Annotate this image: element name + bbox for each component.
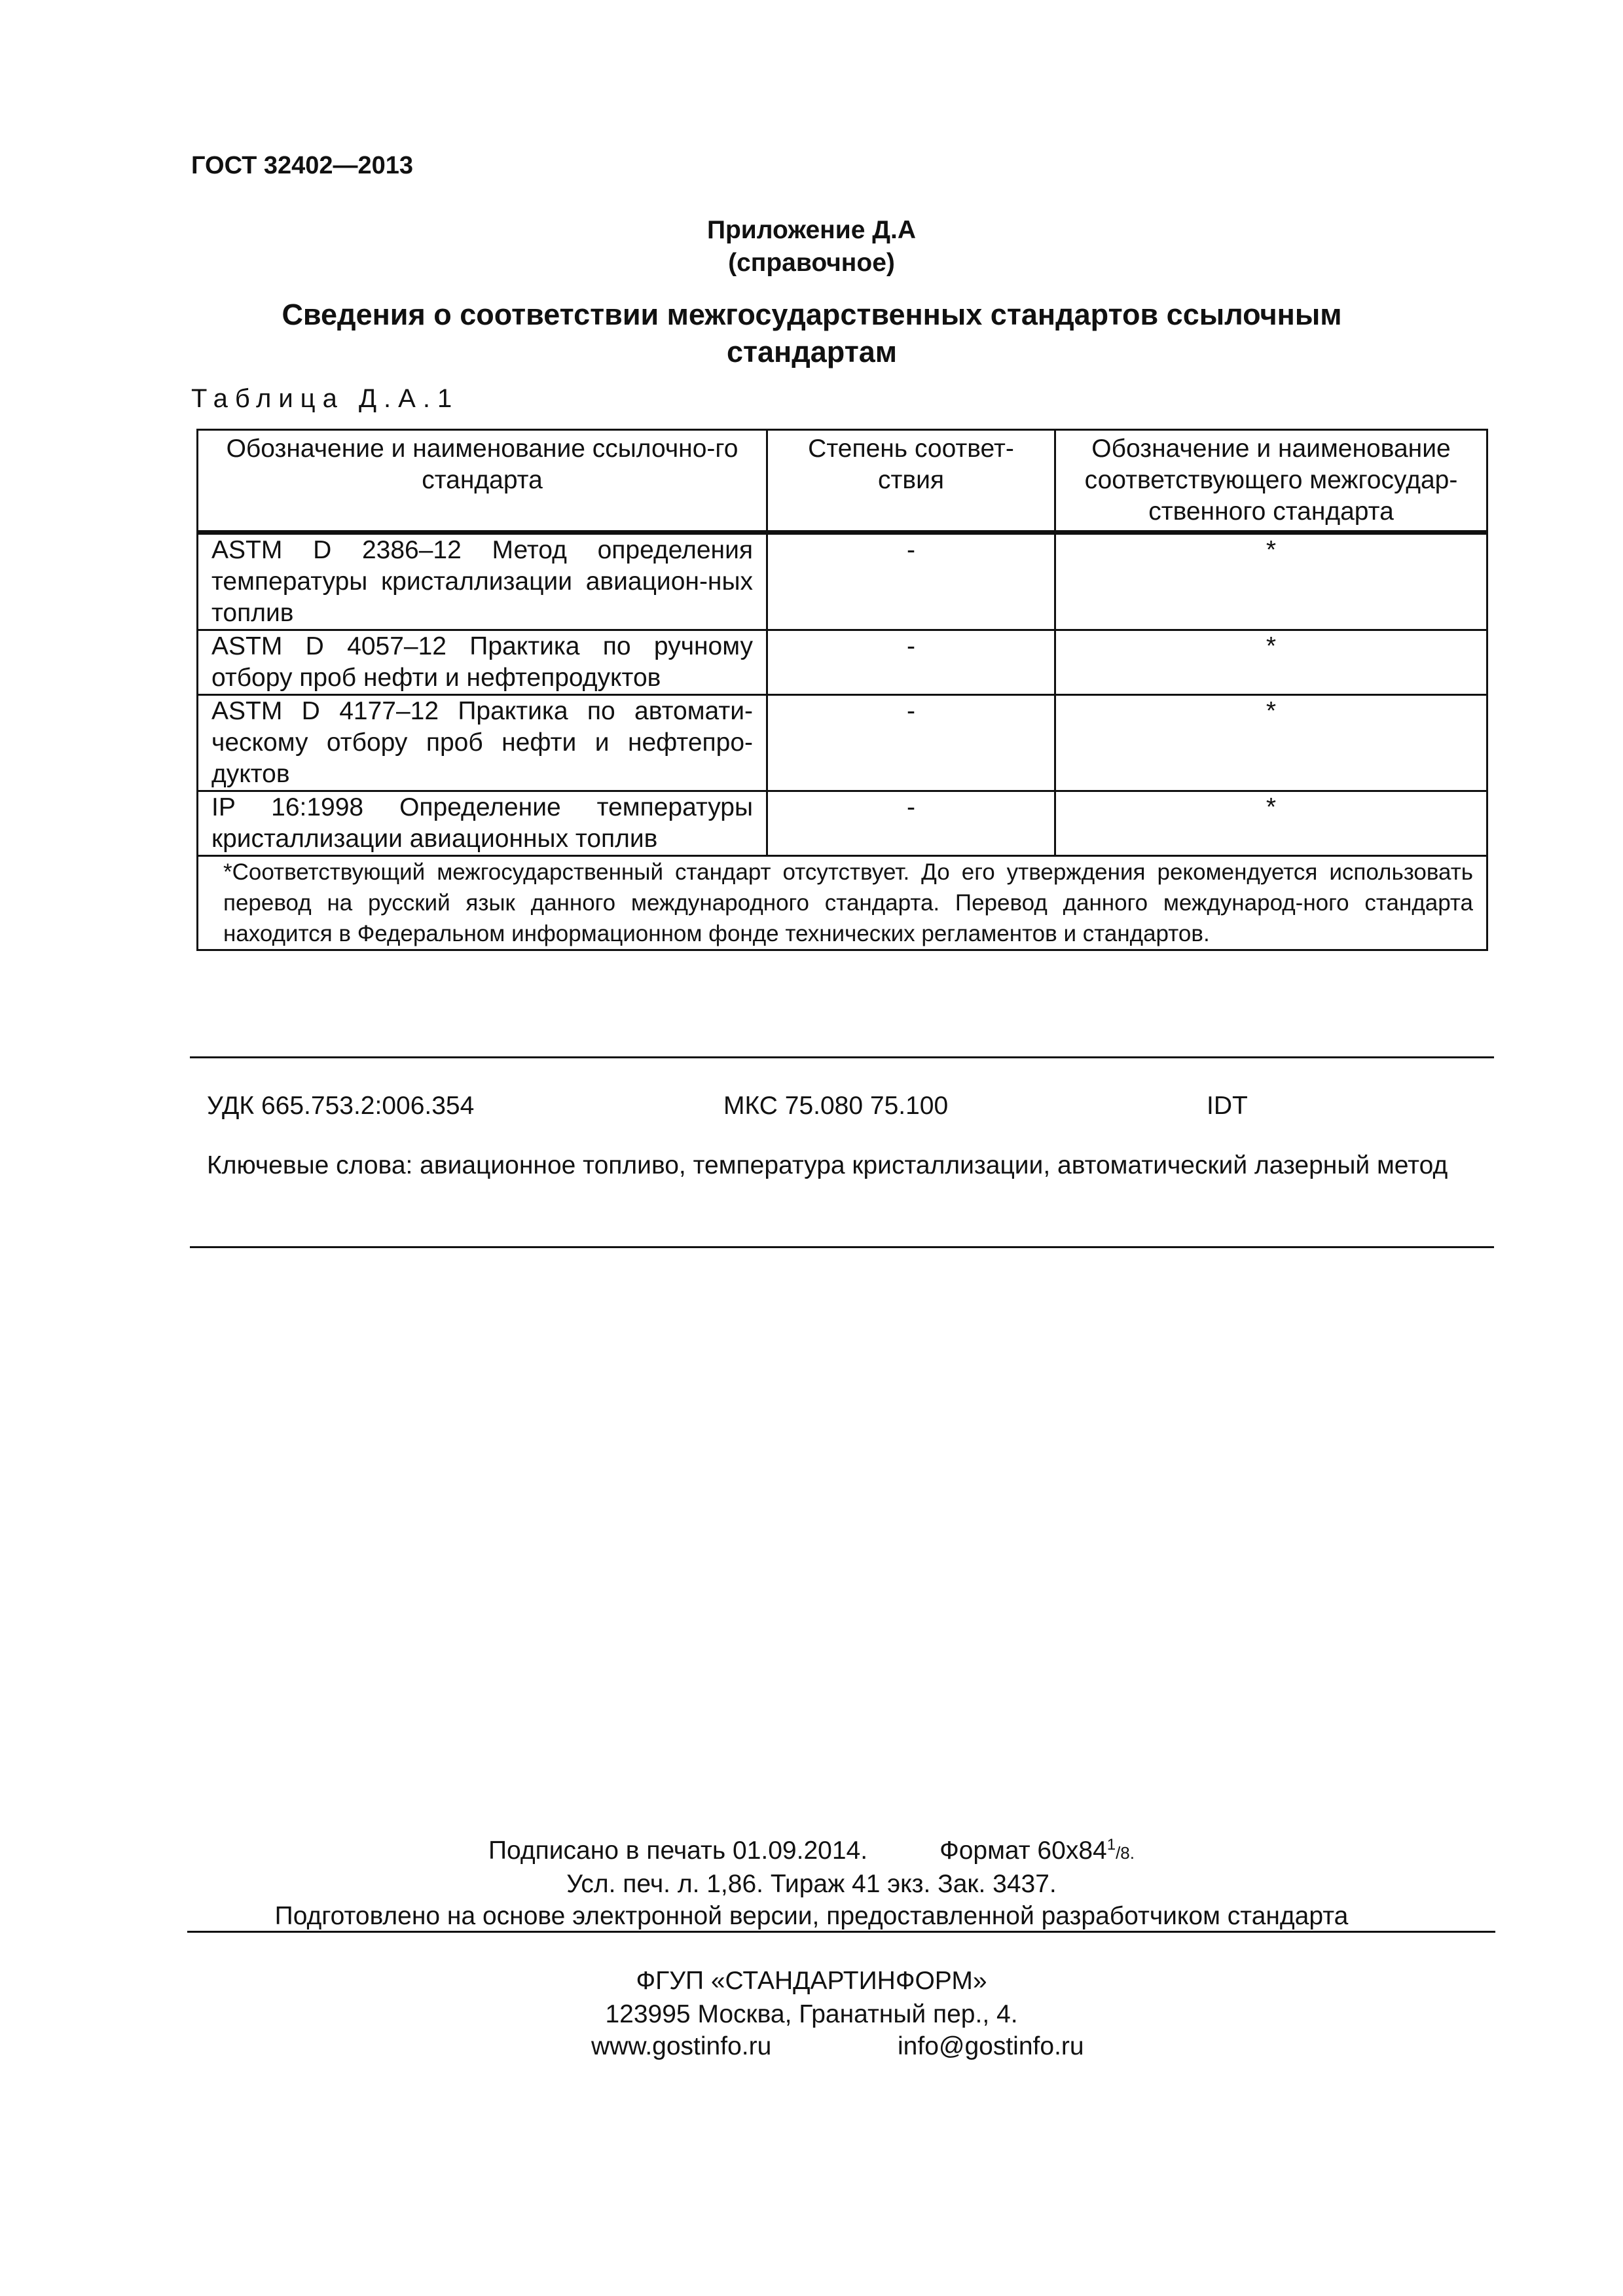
appendix-subtitle: (справочное) bbox=[728, 249, 895, 277]
print-format: Формат $60x84^1/8$. bbox=[939, 1836, 1135, 1865]
imprint-signed-line bbox=[0, 1836, 1623, 1865]
table-row bbox=[198, 791, 1487, 856]
prepared-note: Подготовлено на основе электронной версии, предоставленной разработчиком стандарта bbox=[274, 1902, 1349, 1930]
document-code: ГОСТ 32402—2013 bbox=[191, 152, 414, 179]
divider-bottom bbox=[190, 1246, 1494, 1248]
column-header-degree: Степень соответ-ствия bbox=[767, 430, 1055, 533]
idt-marker: IDT bbox=[1207, 1092, 1248, 1120]
standard-cell: * bbox=[1055, 791, 1487, 856]
table-label: Таблица Д.А.1 bbox=[191, 384, 460, 413]
table-header-row bbox=[198, 430, 1487, 533]
reference-cell: ASTM D 4177–12 Практика по автомати-ческому отбору проб нефти и нефтепро-дуктов bbox=[198, 695, 767, 791]
reference-cell: ASTM D 4057–12 Практика по ручному отбору проб нефти и нефтепродуктов bbox=[198, 630, 767, 695]
table-row bbox=[198, 630, 1487, 695]
appendix-heading-line2: стандартам bbox=[726, 335, 898, 368]
standard-cell: * bbox=[1055, 533, 1487, 630]
appendix-heading bbox=[196, 296, 1427, 370]
imprint-divider bbox=[187, 1931, 1495, 1933]
reference-cell: ASTM D 2386–12 Метод определения температуры кристаллизации авиацион-ных топлив bbox=[198, 533, 767, 630]
standard-cell: * bbox=[1055, 630, 1487, 695]
publisher-email: info@gostinfo.ru bbox=[898, 2032, 1084, 2060]
appendix-title: Приложение Д.А bbox=[706, 216, 917, 244]
reference-table bbox=[196, 429, 1488, 951]
signed-date: Подписано в печать 01.09.2014. bbox=[488, 1837, 868, 1865]
degree-cell: - bbox=[767, 630, 1055, 695]
publisher-address: 123995 Москва, Гранатный пер., 4. bbox=[605, 2000, 1018, 2028]
reference-cell: IP 16:1998 Определение температуры кристаллизации авиационных топлив bbox=[198, 791, 767, 856]
table-row bbox=[198, 533, 1487, 630]
publisher-website: www.gostinfo.ru bbox=[591, 2032, 772, 2060]
table-footnote: *Соответствующий межгосударственный стандарт отсутствует. До его утверждения рекомендуется использовать перевод на русский язык данного международного стандарта. Перевод данного международ-ного стандарта находится в Федеральном информационном фонде технических регламентов и стандартов. bbox=[198, 856, 1487, 950]
table-row bbox=[198, 695, 1487, 791]
publisher-name: ФГУП «СТАНДАРТИНФОРМ» bbox=[636, 1967, 987, 1995]
print-info: Усл. печ. л. 1,86. Тираж 41 экз. Зак. 3437. bbox=[566, 1870, 1057, 1898]
degree-cell: - bbox=[767, 695, 1055, 791]
degree-cell: - bbox=[767, 533, 1055, 630]
mks-code: МКС 75.080 75.100 bbox=[723, 1092, 949, 1120]
degree-cell: - bbox=[767, 791, 1055, 856]
udk-code: УДК 665.753.2:006.354 bbox=[207, 1092, 475, 1120]
column-header-standard: Обозначение и наименование соответствующего межгосудар-ственного стандарта bbox=[1055, 430, 1487, 533]
keywords: Ключевые слова: авиационное топливо, температура кристаллизации, автоматический лазерный метод bbox=[207, 1151, 1448, 1179]
appendix-heading-line1: Сведения о соответствии межгосударственных стандартов ссылочным bbox=[282, 298, 1342, 331]
standard-cell: * bbox=[1055, 695, 1487, 791]
table-footnote-row bbox=[198, 856, 1487, 950]
divider-top bbox=[190, 1056, 1494, 1058]
column-header-reference: Обозначение и наименование ссылочно-го стандарта bbox=[198, 430, 767, 533]
